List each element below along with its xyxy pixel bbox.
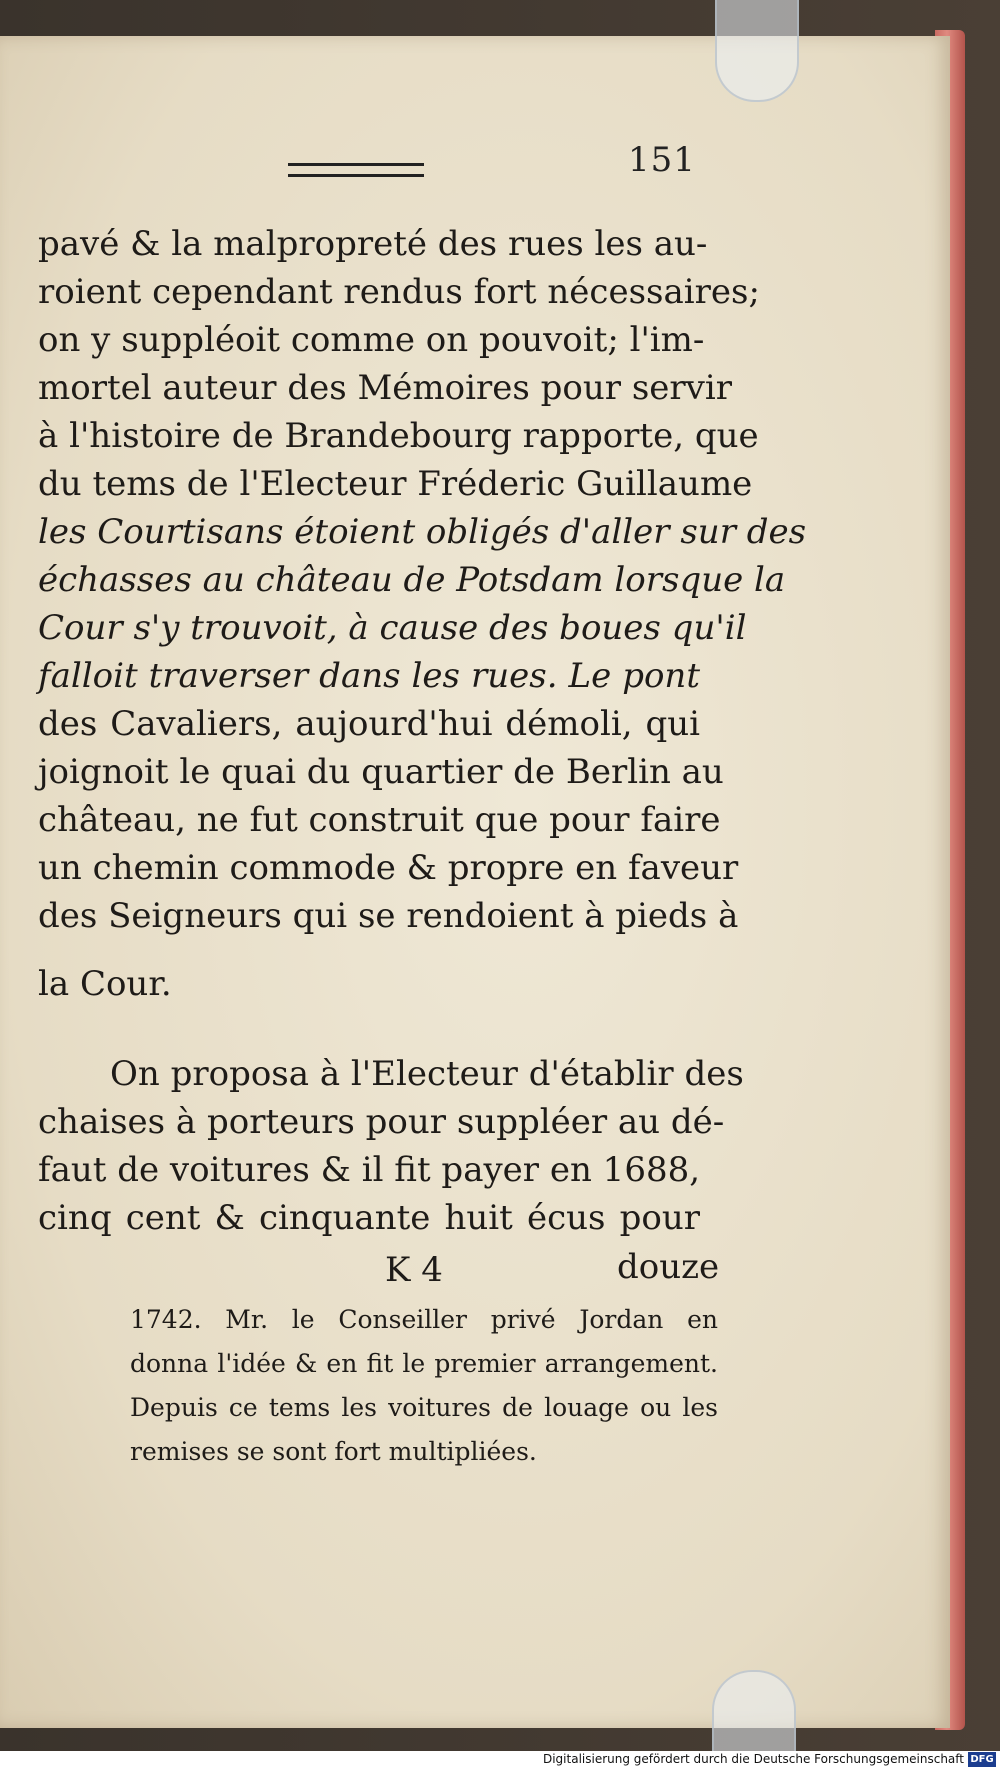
header-rule: [288, 163, 424, 177]
text-line: mortel auteur des Mémoires pour servir: [38, 368, 732, 408]
text-line: joignoit le quai du quartier de Berlin au: [38, 752, 724, 792]
text-line: On proposa à l'Electeur d'établir des: [110, 1054, 744, 1094]
catchword: douze: [617, 1247, 720, 1287]
text-line: cinq cent & cinquante huit écus pour: [38, 1198, 700, 1238]
text-line: échasses au château de Potsdam lorsque la: [38, 560, 786, 600]
text-line: des Cavaliers, aujourd'hui démoli, qui: [38, 704, 700, 744]
text-line: Cour s'y trouvoit, à cause des boues qu'il: [38, 608, 747, 648]
text-line: roient cependant rendus fort nécessaires;: [38, 272, 760, 312]
page-clip-bottom: [712, 1670, 796, 1752]
text-line: la Cour.: [38, 964, 172, 1004]
text-line: château, ne fut construit que pour faire: [38, 800, 721, 840]
footnote-line: 1742. Mr. le Conseiller privé Jordan en: [130, 1305, 718, 1334]
digitization-credit: Digitalisierung gefördert durch die Deutsche Forschungsgemeinschaft: [542, 1752, 964, 1766]
text-line: du tems de l'Electeur Fréderic Guillaume: [38, 464, 753, 504]
text-line: on y suppléoit comme on pouvoit; l'im-: [38, 320, 705, 360]
signature-mark: K 4: [385, 1250, 443, 1290]
footnote-line: Depuis ce tems les voitures de louage ou les: [130, 1393, 718, 1422]
text-line: un chemin commode & propre en faveur: [38, 848, 739, 888]
footnote-line: donna l'idée & en fit le premier arrangement.: [130, 1349, 718, 1378]
text-line: pavé & la malpropreté des rues les au-: [38, 224, 708, 264]
dfg-logo: DFG: [968, 1752, 996, 1767]
footnote-line: remises se sont fort multipliées.: [130, 1437, 537, 1466]
text-line: les Courtisans étoient obligés d'aller sur des: [38, 512, 807, 552]
text-line: faut de voitures & il fit payer en 1688,: [38, 1150, 701, 1190]
text-line: des Seigneurs qui se rendoient à pieds à: [38, 896, 739, 936]
text-line: à l'histoire de Brandebourg rapporte, que: [38, 416, 759, 456]
page-number: 151: [628, 140, 696, 180]
text-line: falloit traverser dans les rues. Le pont: [38, 656, 700, 696]
text-line: chaises à porteurs pour suppléer au dé-: [38, 1102, 725, 1142]
page-clip-top: [715, 0, 799, 102]
